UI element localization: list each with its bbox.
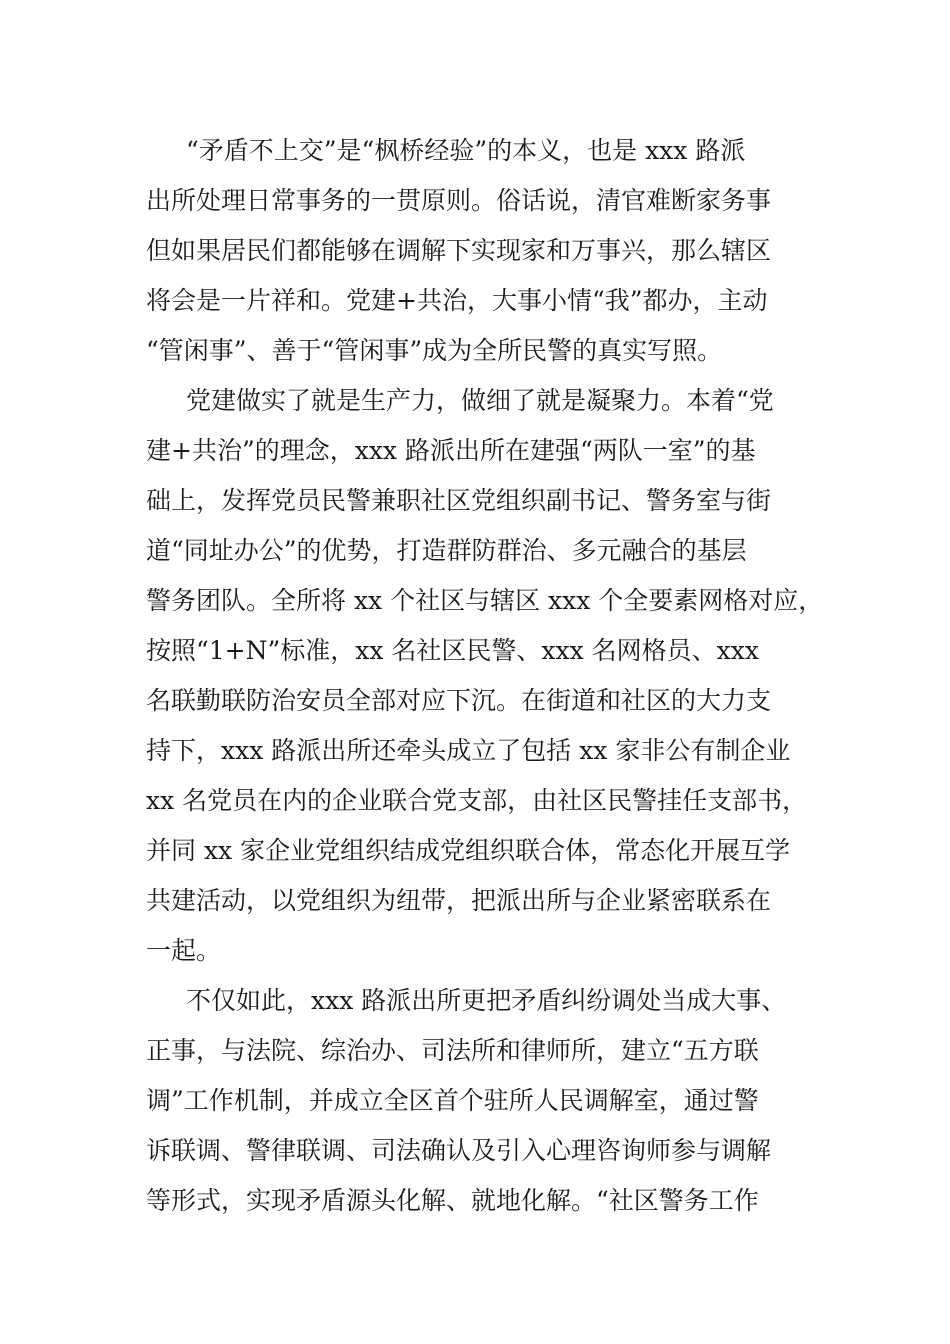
text-line: 等形式，实现矛盾源头化解、就地化解。“社区警务工作 [146, 1186, 759, 1215]
text-line: xx 名党员在内的企业联合党支部，由社区民警挂任支部书， [146, 786, 808, 815]
text-line: 将会是一片祥和。党建+共治，大事小情“我”都办，主动 [146, 286, 768, 315]
paragraph-2 [146, 376, 824, 976]
text-line: 一起。 [146, 936, 222, 965]
text-line: 出所处理日常事务的一贯原则。俗话说，清官难断家务事 [146, 186, 772, 215]
paragraph-1 [146, 126, 816, 376]
text-line: 建+共治”的理念，xxx 路派出所在建强“两队一室”的基 [146, 436, 756, 465]
text-line: 并同 xx 家企业党组织结成党组织联合体，常态化开展互学 [146, 836, 791, 865]
text-line: 按照“1+N”标准，xx 名社区民警、xxx 名网格员、xxx [146, 636, 759, 665]
text-line: 警务团队。全所将 xx 个社区与辖区 xxx 个全要素网格对应， [146, 586, 824, 615]
text-line: 诉联调、警律联调、司法确认及引入心理咨询师参与调解 [146, 1136, 772, 1165]
text-line: 但如果居民们都能够在调解下实现家和万事兴，那么辖区 [146, 236, 772, 265]
text-line: 础上，发挥党员民警兼职社区党组织副书记、警务室与街 [146, 486, 772, 515]
text-line: 共建活动，以党组织为纽带，把派出所与企业紧密联系在 [146, 886, 772, 915]
paragraph-3 [146, 976, 816, 1226]
text-line: “管闲事”、善于“管闲事”成为全所民警的真实写照。 [146, 336, 723, 365]
text-line: 党建做实了就是生产力，做细了就是凝聚力。本着“党 [186, 386, 774, 415]
text-line: 道“同址办公”的优势，打造群防群治、多元融合的基层 [146, 536, 747, 565]
text-line: 持下，xxx 路派出所还牵头成立了包括 xx 家非公有制企业 [146, 736, 791, 765]
text-line: 正事，与法院、综治办、司法所和律师所，建立“五方联 [146, 1036, 759, 1065]
text-line: 调”工作机制，并成立全区首个驻所人民调解室，通过警 [146, 1086, 759, 1115]
text-line: “矛盾不上交”是“枫桥经验”的本义，也是 xxx 路派 [186, 136, 746, 165]
text-line: 名联勤联防治安员全部对应下沉。在街道和社区的大力支 [146, 686, 772, 715]
body-text [146, 126, 824, 1226]
text-line: 不仅如此，xxx 路派出所更把矛盾纠纷调处当成大事、 [186, 986, 787, 1015]
